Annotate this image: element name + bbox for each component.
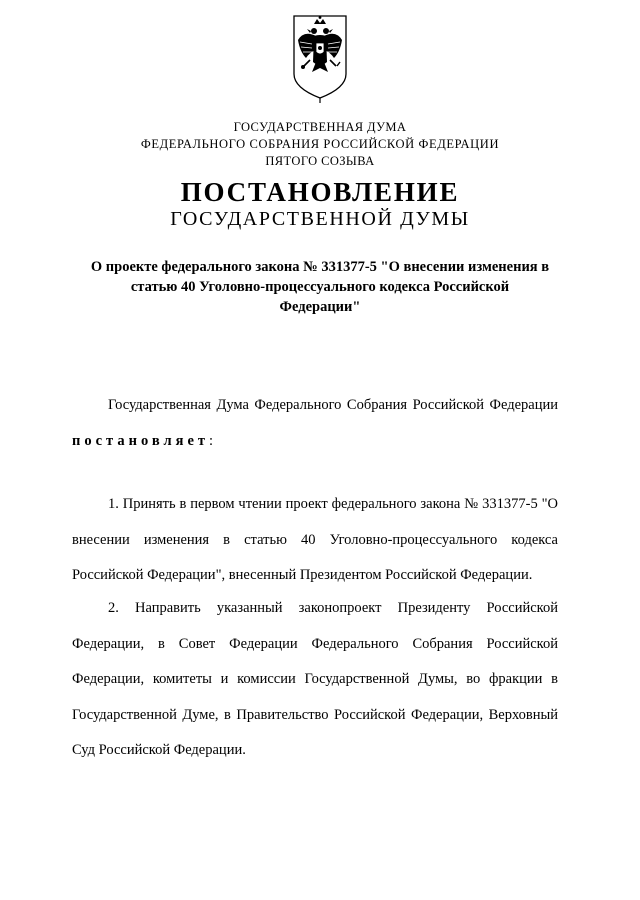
resolution-item-1: 1. Принять в первом чтении проект федерального закона № 331377-5 "О внесении изменения в статью 40 Уголовно-процессуального кодекса Российской Федерации", внесенный Президентом Российской Федерации. bbox=[72, 496, 558, 583]
preamble-text: Государственная Дума Федерального Собрания Российской Федерации bbox=[108, 397, 558, 413]
preamble-paragraph bbox=[72, 388, 558, 459]
header-line-duma: ГОСУДАРСТВЕННАЯ ДУМА bbox=[233, 120, 407, 134]
resolution-verb: постановляет bbox=[72, 432, 210, 449]
preamble-end: : bbox=[209, 432, 214, 449]
header-line-convocation: ПЯТОГО СОЗЫВА bbox=[265, 154, 375, 168]
russian-coat-of-arms-icon bbox=[290, 12, 350, 104]
resolution-item-2: 2. Направить указанный законопроект Президенту Российской Федерации, в Совет Федерации Федерального Собрания Российской Федерации, комитеты и комиссии Государственной Думы, во фракции в Государственной Думе, в Правительство Российской Федерации, Верховный Суд Российской Федерации. bbox=[72, 600, 558, 758]
document-issuer-title: ГОСУДАРСТВЕННОЙ ДУМЫ bbox=[170, 208, 470, 230]
document-type-title: ПОСТАНОВЛЕНИЕ bbox=[180, 177, 460, 207]
header-line-assembly: ФЕДЕРАЛЬНОГО СОБРАНИЯ РОССИЙСКОЙ ФЕДЕРАЦИИ bbox=[140, 137, 500, 151]
resolution-subject: О проекте федерального закона № 331377-5 "О внесении изменения в статью 40 Уголовно-процессуального кодекса Российской Федерации" bbox=[90, 259, 550, 315]
